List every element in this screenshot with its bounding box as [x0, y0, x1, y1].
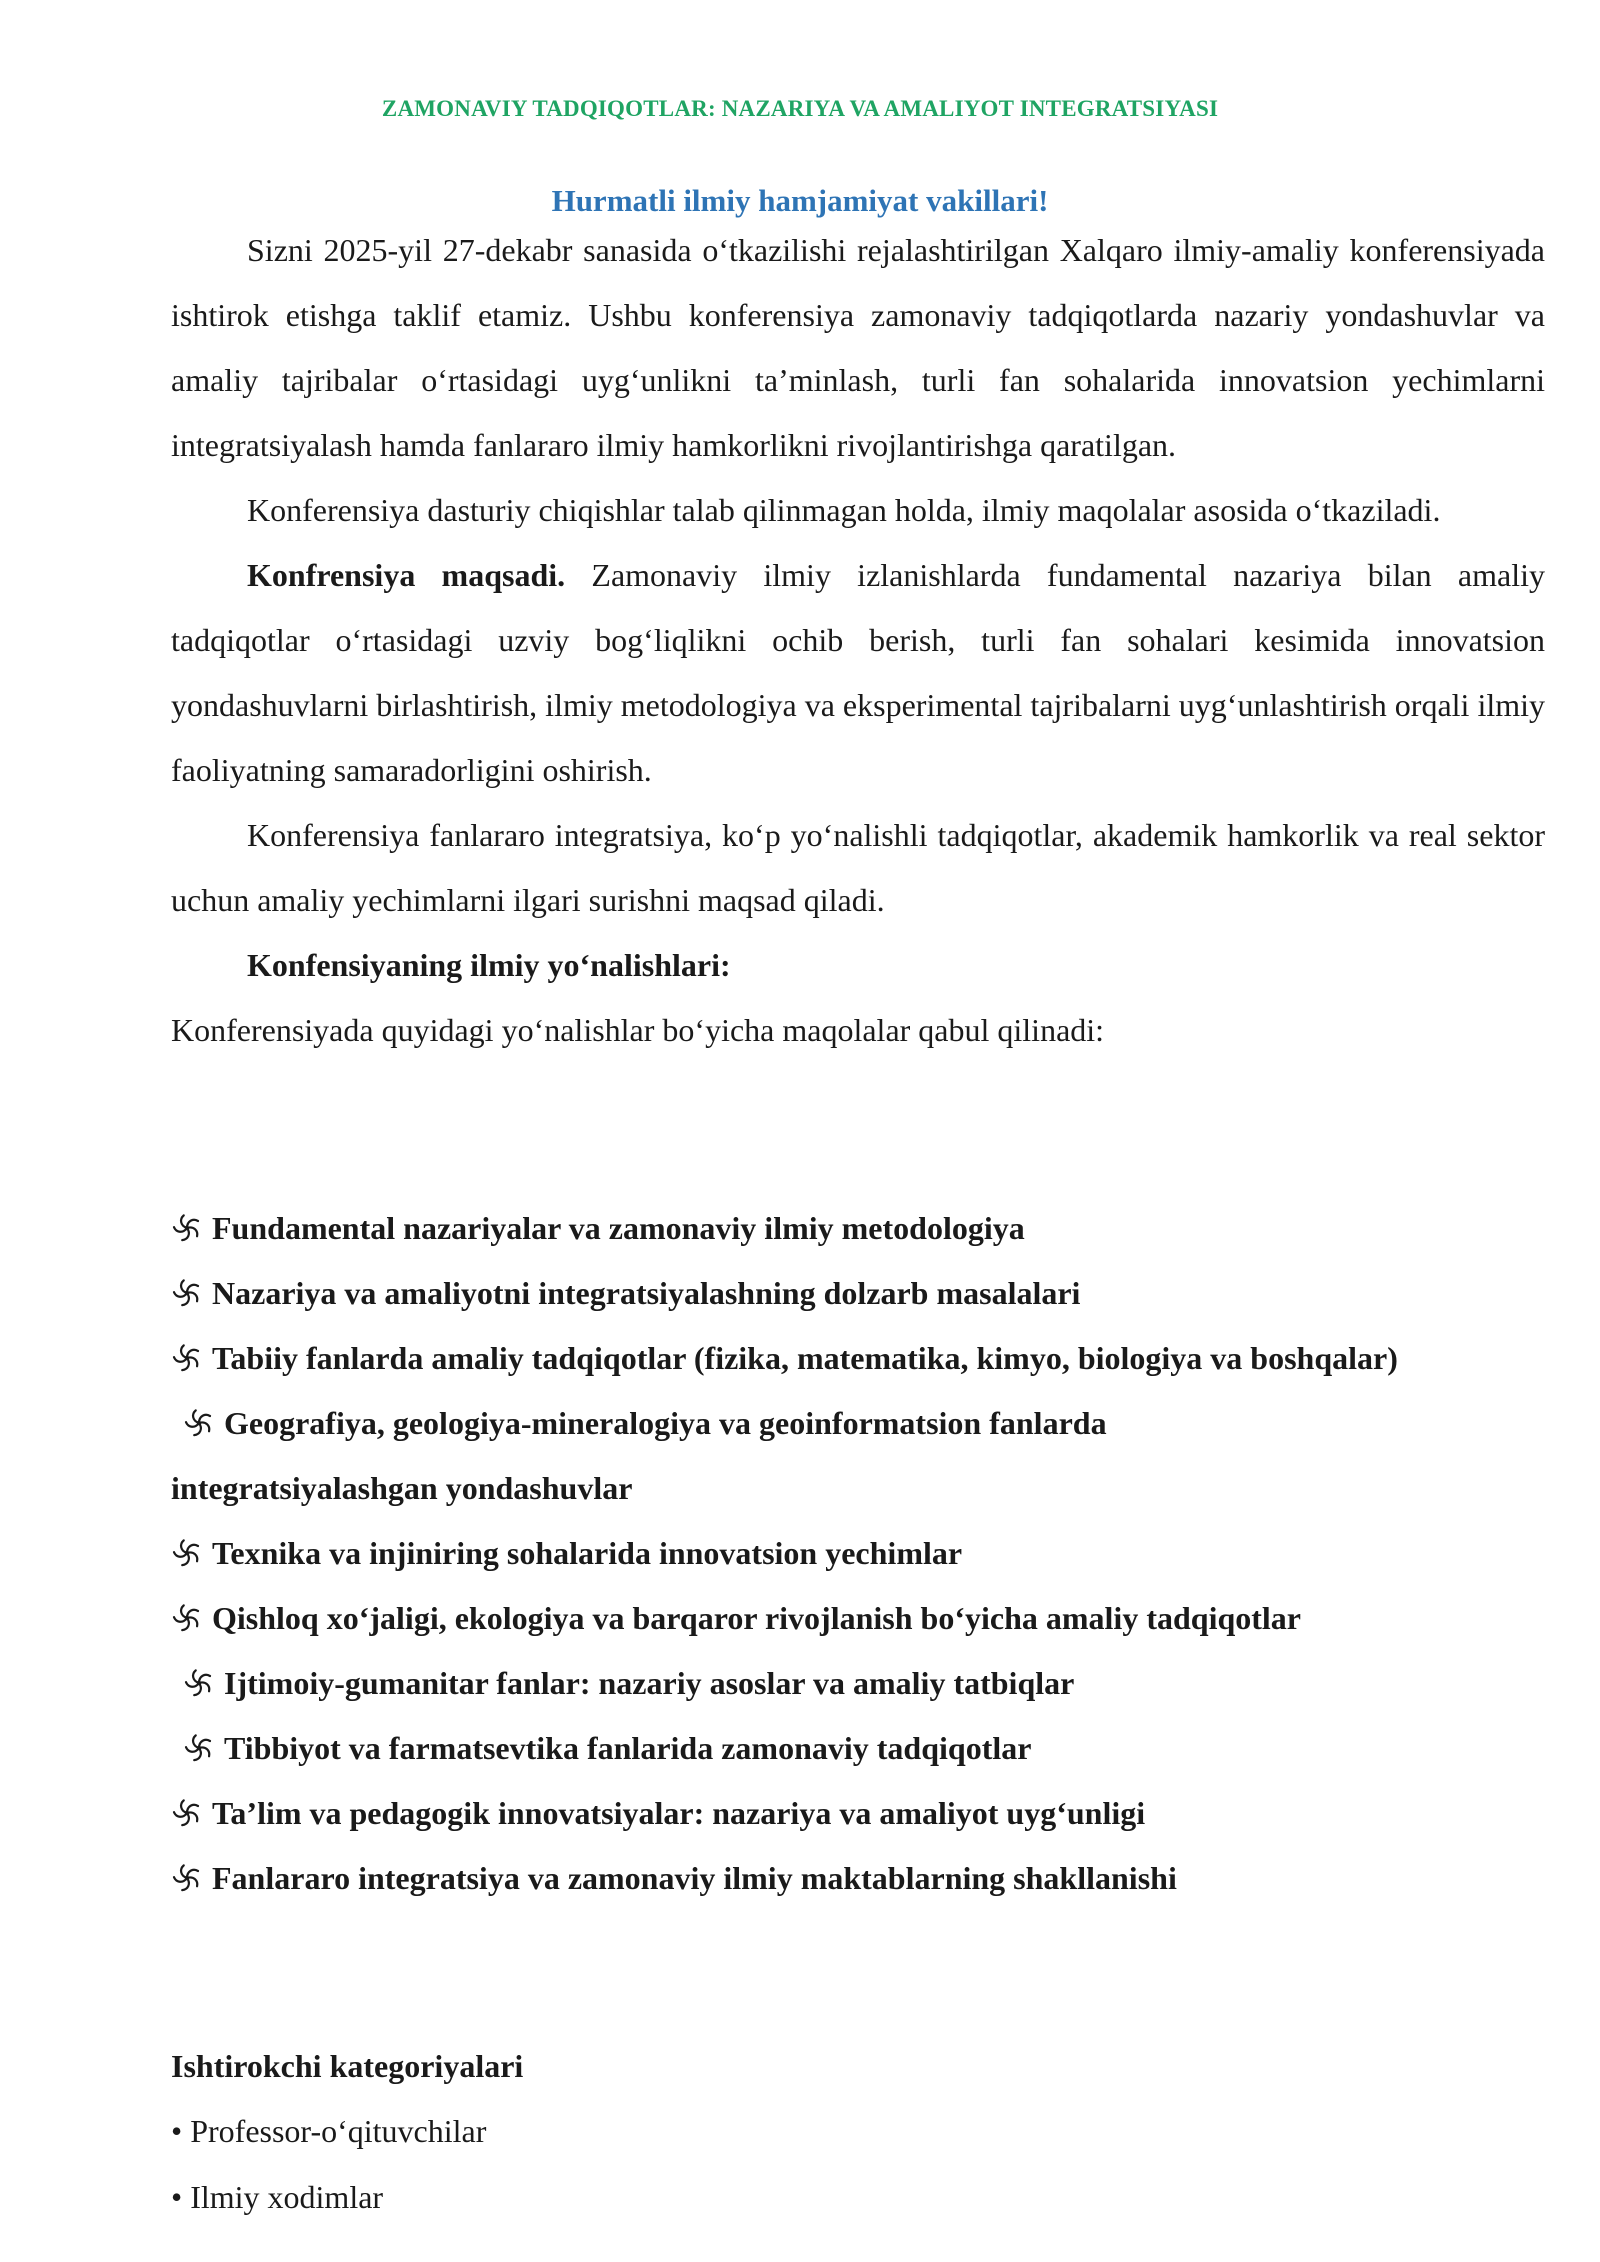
- direction-item: [171, 1261, 1545, 1326]
- directions-list: [171, 1196, 1545, 1911]
- greeting: Hurmatli ilmiy hamjamiyat vakillari!: [551, 183, 1049, 218]
- directions-heading: Konfensiyaning ilmiy yo‘nalishlari:: [247, 947, 731, 983]
- categories-heading: Ishtirokchi kategoriyalari: [171, 2048, 524, 2084]
- header-title: ZAMONAVIY TADQIQOTLAR: NAZARIYA VA AMALIYOT INTEGRATSIYASI: [381, 96, 1219, 121]
- direction-text: Qishloq xo‘jaligi, ekologiya va barqaror rivojlanish bo‘yicha amaliy tadqiqotlar: [212, 1600, 1301, 1636]
- directions-intro: Konferensiyada quyidagi yo‘nalishlar bo‘yicha maqolalar qabul qilinadi:: [171, 1012, 1105, 1048]
- direction-text: Nazariya va amaliyotni integratsiyalashning dolzarb masalalari: [212, 1275, 1081, 1311]
- direction-item: [171, 1716, 1545, 1781]
- direction-item: [171, 1846, 1545, 1911]
- body-top: [171, 218, 1545, 1063]
- direction-text: Texnika va injiniring sohalarida innovatsion yechimlar: [212, 1535, 963, 1571]
- direction-text: Tabiiy fanlarda amaliy tadqiqotlar (fizika, matematika, kimyo, biologiya va boshqalar): [212, 1340, 1398, 1376]
- category-item: • Ilmiy xodimlar: [171, 2179, 384, 2215]
- direction-item: [171, 1391, 1545, 1521]
- direction-item: [171, 1781, 1545, 1846]
- direction-text: Ijtimoiy-gumanitar fanlar: nazariy asoslar va amaliy tatbiqlar: [224, 1665, 1075, 1701]
- goal-text: Zamonaviy ilmiy izlanishlarda fundamental nazariya bilan amaliy tadqiqotlar o‘rtasidagi uzviy bog‘liqlikni ochib berish, turli fan sohalari kesimida innovatsion yondashuvlarni birlashtirish, ilmiy metodologiya va eksperimental tajribalarni uyg‘unlashtirish orqali ilmiy faoliyatning samaradorligini oshirish.: [171, 557, 1546, 788]
- goal-label: Konfrensiya maqsadi.: [247, 557, 566, 593]
- spiral-icon: [171, 1862, 203, 1894]
- goal-paragraph: [171, 543, 1545, 803]
- spiral-icon: [171, 1407, 215, 1439]
- intro-paragraph: Sizni 2025-yil 27-dekabr sanasida o‘tkazilishi rejalashtirilgan Xalqaro ilmiy-amaliy konferensiyada ishtirok etishga taklif etamiz. Ushbu konferensiya zamonaviy tadqiqotlarda nazariy yondashuvlar va amaliy tajribalar o‘rtasidagi uyg‘unlikni ta’minlash, turli fan sohalarida innovatsion yechimlarni integratsiyalash hamda fanlararo ilmiy hamkorlikni rivojlantirishga qaratilgan.: [171, 232, 1545, 463]
- spiral-icon: [171, 1537, 203, 1569]
- direction-item: [171, 1651, 1545, 1716]
- spiral-icon: [171, 1602, 203, 1634]
- categories-section: [171, 2034, 1545, 2230]
- direction-item: [171, 1521, 1545, 1586]
- direction-text: Fanlararo integratsiya va zamonaviy ilmiy maktablarning shakllanishi: [212, 1860, 1177, 1896]
- format-paragraph: Konferensiya dasturiy chiqishlar talab qilinmagan holda, ilmiy maqolalar asosida o‘tkaziladi.: [247, 492, 1441, 528]
- spiral-icon: [171, 1212, 203, 1244]
- spiral-icon: [171, 1732, 215, 1764]
- spiral-icon: [171, 1667, 215, 1699]
- category-item: • Professor-o‘qituvchilar: [171, 2113, 487, 2149]
- direction-item: [171, 1586, 1545, 1651]
- spiral-icon: [171, 1797, 203, 1829]
- direction-text: Ta’lim va pedagogik innovatsiyalar: nazariya va amaliyot uyg‘unligi: [212, 1795, 1146, 1831]
- direction-text: Tibbiyot va farmatsevtika fanlarida zamonaviy tadqiqotlar: [224, 1730, 1032, 1766]
- spiral-icon: [171, 1342, 203, 1374]
- direction-text: Fundamental nazariyalar va zamonaviy ilmiy metodologiya: [212, 1210, 1025, 1246]
- aim-paragraph: Konferensiya fanlararo integratsiya, ko‘p yo‘nalishli tadqiqotlar, akademik hamkorlik va real sektor uchun amaliy yechimlarni ilgari surishni maqsad qiladi.: [171, 817, 1545, 918]
- direction-item: [171, 1326, 1545, 1391]
- direction-text: Geografiya, geologiya-mineralogiya va geoinformatsion fanlarda integratsiyalashgan yondashuvlar: [171, 1405, 1107, 1506]
- spiral-icon: [171, 1277, 203, 1309]
- direction-item: [171, 1196, 1545, 1261]
